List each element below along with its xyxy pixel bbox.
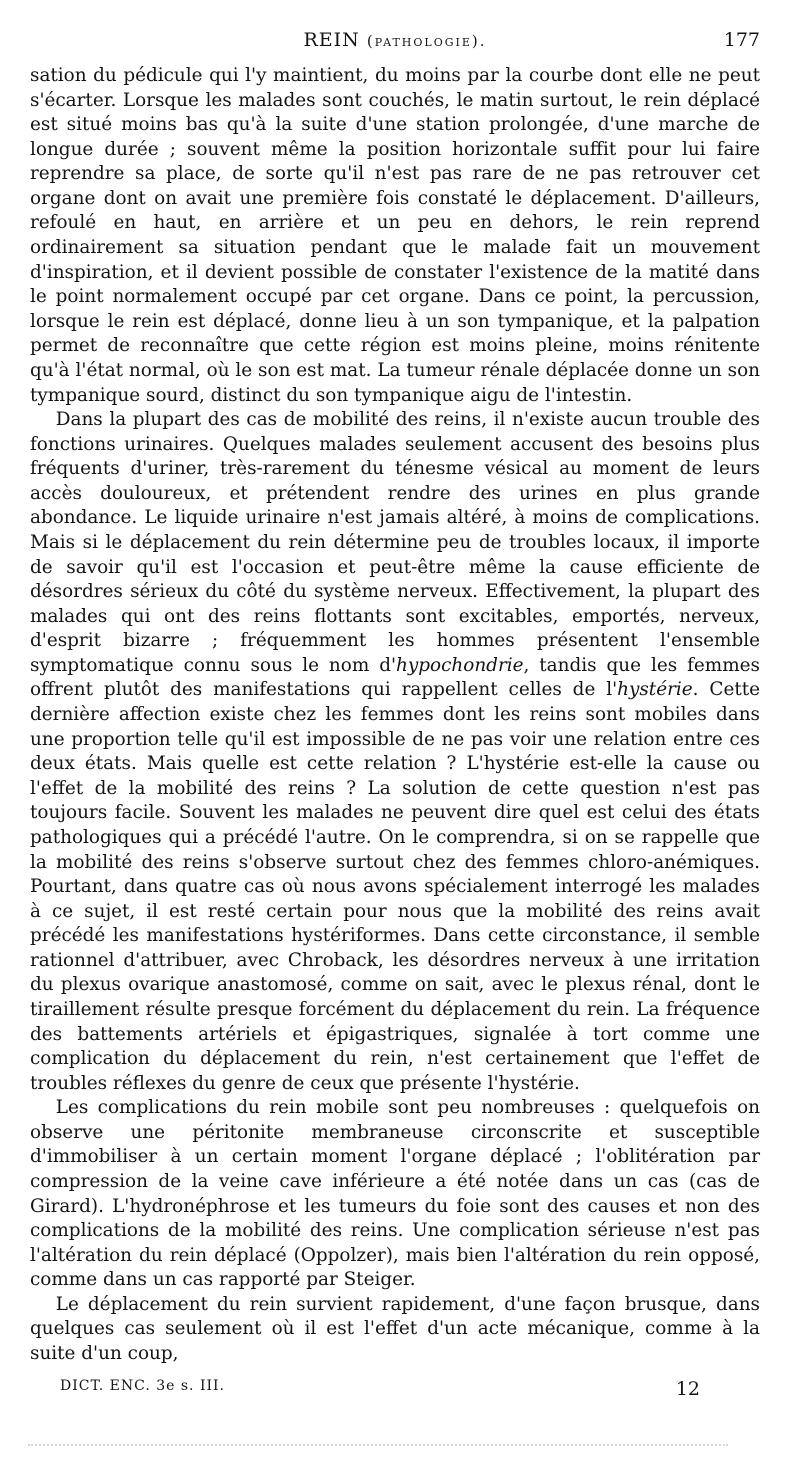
term-hypochondrie: hypochondrie: [396, 654, 524, 676]
running-title-subtitle: (pathologie).: [366, 32, 487, 50]
paragraph-2: [30, 408, 760, 1096]
running-title-main: REIN: [303, 29, 360, 51]
running-head: [30, 22, 760, 58]
sheet-number: 12: [675, 1378, 700, 1400]
paragraph-3: Les complications du rein mobile sont peu nombreuses : quelquefois on observe une péritonite membraneuse circonscrite et susceptible d'immobiliser à un certain moment l'organe déplacé ; l'oblitération par compression de la veine cave inférieure a été notée dans un cas (cas de Girard). L'hydronéphrose et les tumeurs du foie sont des causes et non des complications de la mobilité des reins. Une complication sérieuse n'est pas l'altération du rein déplacé (Oppolzer), mais bien l'altération du rein opposé, comme dans un cas rapporté par Steiger.: [30, 1097, 760, 1291]
page-footer: [60, 1378, 700, 1400]
paragraph-2-part-a: Dans la plupart des cas de mobilité des reins, il n'existe aucun trouble des fonctions urinaires. Quelques malades seulement accusent des besoins plus fréquents d'uriner, très-rarement du ténesme vésical au moment de leurs accès douloureux, et prétendent rendre des urines en plus grande abondance. Le liquide urinaire n'est jamais altéré, à moins de complications. Mais si le déplacement du rein détermine peu de troubles locaux, il importe de savoir qu'il est l'occasion et peut-être même la cause efficiente de désordres sérieux du côté du système nerveux. Effectivement, la plupart des malades qui ont des reins flottants sont excitables, emportés, nerveux, d'esprit bizarre ; fréquemment les hommes présentent l'ensemble symptomatique connu sous le nom d': [30, 409, 760, 676]
paragraph-2-part-b: , tandis que les femmes offrent plutôt des manifestations qui rappellent celles de l': [30, 654, 760, 701]
body-text: [30, 64, 760, 1367]
term-hysterie: hystérie: [617, 679, 693, 701]
print-specks-divider: [28, 1440, 728, 1446]
page: [30, 22, 760, 1367]
signature-mark: DICT. ENC. 3e s. III.: [60, 1378, 225, 1394]
running-title: [30, 22, 720, 59]
paragraph-4: Le déplacement du rein survient rapidement, d'une façon brusque, dans quelques cas seulement où il est l'effet d'un acte mécanique, comme à la suite d'un coup,: [30, 1293, 760, 1365]
paragraph-2-part-c: . Cette dernière affection existe chez les femmes dont les reins sont mobiles dans une proportion telle qu'il est impossible de ne pas voir une relation entre ces deux états. Mais quelle est cette relation ? L'hystérie est-elle la cause ou l'effet de la mobilité des reins ? La solution de cette question n'est pas toujours facile. Souvent les malades ne peuvent dire quel est celui des états pathologiques qui a précédé l'autre. On le comprendra, si on se rappelle que la mobilité des reins s'observe surtout chez des femmes chloro-anémiques. Pourtant, dans quatre cas où nous avons spécialement interrogé les malades à ce sujet, il est resté certain pour nous que la mobilité des reins avait précédé les manifestations hystériformes. Dans cette circonstance, il semble rationnel d'attribuer, avec Chroback, les désordres nerveux à une irritation du plexus ovarique anastomosé, comme on sait, avec le plexus rénal, dont le tiraillement résulte presque forcément du déplacement du rein. La fréquence des battements artériels et épigastriques, signalée à tort comme une complication du déplacement du rein, n'est certainement que l'effet de troubles réflexes du genre de ceux que présente l'hystérie.: [30, 679, 760, 1094]
paragraph-1: sation du pédicule qui l'y maintient, du moins par la courbe dont elle ne peut s'écarter. Lorsque les malades sont couchés, le matin surtout, le rein déplacé est situé moins bas qu'à la suite d'une station prolongée, d'une marche de longue durée ; souvent même la position horizontale suffit pour lui faire reprendre sa place, de sorte qu'il n'est pas rare de ne pas retrouver cet organe dont on avait une première fois constaté le déplacement. D'ailleurs, refoulé en haut, en arrière et un peu en dehors, le rein reprend ordinairement sa situation pendant que le malade fait un mouvement d'inspiration, et il devient possible de constater l'existence de la matité dans le point normalement occupé par cet organe. Dans ce point, la percussion, lorsque le rein est déplacé, donne lieu à un son tympanique, et la palpation permet de reconnaître que cette région est moins pleine, moins rénitente qu'à l'état normal, où le son est mat. La tumeur rénale déplacée donne un son tympanique sourd, distinct du son tympanique aigu de l'intestin.: [30, 65, 760, 406]
page-number: 177: [723, 29, 760, 51]
